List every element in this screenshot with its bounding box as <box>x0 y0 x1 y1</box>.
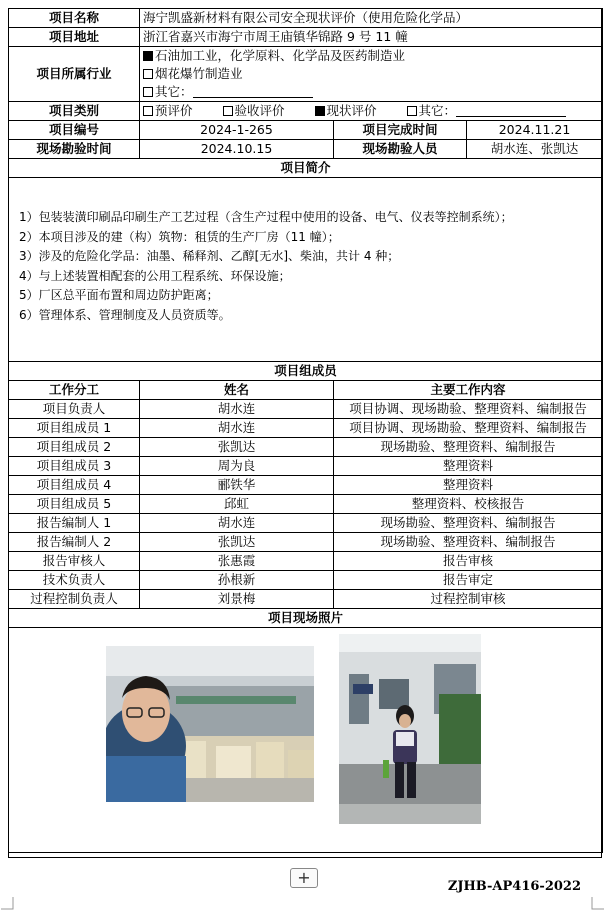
industry-option-2[interactable]: 烟花爆竹制造业 <box>143 65 599 83</box>
intro-item: 6）管理体系、管理制度及人员资质等。 <box>19 307 231 322</box>
document-code: ZJHB-AP416-2022 <box>447 879 581 894</box>
project-address-label: 项目地址 <box>9 28 140 47</box>
category-option-2[interactable]: 验收评价 <box>223 103 285 118</box>
survey-people-value: 胡水连、张凯达 <box>467 140 603 159</box>
survey-time-value: 2024.10.15 <box>140 140 334 159</box>
member-name: 邱虹 <box>140 495 334 514</box>
checkbox-icon <box>143 106 153 116</box>
complete-time-value: 2024.11.21 <box>467 121 603 140</box>
survey-time-label: 现场勘验时间 <box>9 140 140 159</box>
member-name: 张凯达 <box>140 533 334 552</box>
member-role: 项目组成员 1 <box>9 419 140 438</box>
corner-mark-icon <box>0 896 14 910</box>
intro-item: 5）厂区总平面布置和周边防护距离； <box>19 288 219 302</box>
add-row-button[interactable]: + <box>290 868 318 888</box>
industry-option-1[interactable]: 石油加工业，化学原料、化学品及医药制造业 <box>143 47 599 65</box>
category-option-1[interactable]: 预评价 <box>143 103 193 118</box>
corner-mark-icon <box>591 896 605 910</box>
category-option-4[interactable]: 其它： <box>407 103 567 118</box>
intro-item: 2）本项目涉及的建（构）筑物：租赁的生产厂房（11 幢）； <box>19 229 340 244</box>
complete-time-label: 项目完成时间 <box>334 121 467 140</box>
photos-title: 项目现场照片 <box>9 609 603 628</box>
intro-item: 4）与上述装置相配套的公用工程系统、环保设施； <box>19 268 291 283</box>
intro-content <box>9 178 603 362</box>
member-work: 报告审核 <box>334 552 603 571</box>
member-work: 整理资料 <box>334 457 603 476</box>
site-photo-1-image <box>106 646 314 802</box>
member-work: 过程控制审核 <box>334 590 603 609</box>
member-role: 技术负责人 <box>9 571 140 590</box>
intro-title: 项目简介 <box>9 159 603 178</box>
project-name-value: 海宁凯盛新材料有限公司安全现状评价（使用危险化学品） <box>140 9 603 28</box>
member-row <box>9 476 603 495</box>
member-work: 报告审定 <box>334 571 603 590</box>
member-work: 现场勘验、整理资料、编制报告 <box>334 533 603 552</box>
site-photo-person-building <box>339 634 481 824</box>
member-role: 报告编制人 1 <box>9 514 140 533</box>
member-role: 项目负责人 <box>9 400 140 419</box>
checkbox-icon <box>223 106 233 116</box>
members-list <box>9 400 603 609</box>
member-role: 项目组成员 5 <box>9 495 140 514</box>
member-row <box>9 514 603 533</box>
members-header-role: 工作分工 <box>9 381 140 400</box>
project-info-table <box>8 8 603 853</box>
member-row <box>9 590 603 609</box>
industry-option-3[interactable]: 其它： <box>143 83 599 101</box>
project-number-value: 2024-1-265 <box>140 121 334 140</box>
member-work: 项目协调、现场勘验、整理资料、编制报告 <box>334 419 603 438</box>
member-name: 胡水连 <box>140 419 334 438</box>
members-header-work: 主要工作内容 <box>334 381 603 400</box>
project-category-label: 项目类别 <box>9 102 140 121</box>
checkbox-icon <box>407 106 417 116</box>
member-work: 现场勘验、整理资料、编制报告 <box>334 514 603 533</box>
member-name: 胡水连 <box>140 400 334 419</box>
project-number-label: 项目编号 <box>9 121 140 140</box>
members-header-name: 姓名 <box>140 381 334 400</box>
member-name: 孙根新 <box>140 571 334 590</box>
member-row <box>9 552 603 571</box>
site-photo-person-warehouse <box>106 646 314 802</box>
checkbox-icon <box>143 87 153 97</box>
project-name-label: 项目名称 <box>9 9 140 28</box>
survey-people-label: 现场勘验人员 <box>334 140 467 159</box>
category-option-3[interactable]: 现状评价 <box>315 103 377 118</box>
member-row <box>9 438 603 457</box>
member-work: 项目协调、现场勘验、整理资料、编制报告 <box>334 400 603 419</box>
member-work: 整理资料 <box>334 476 603 495</box>
member-role: 报告编制人 2 <box>9 533 140 552</box>
other-blank-line <box>193 85 313 98</box>
project-category-options <box>140 102 603 121</box>
intro-item: 1）包装装潢印刷品印刷生产工艺过程（含生产过程中使用的设备、电气、仪表等控制系统）； <box>19 210 513 224</box>
member-row <box>9 495 603 514</box>
member-name: 郦铁华 <box>140 476 334 495</box>
site-photo-2-image <box>339 634 481 824</box>
member-role: 报告审核人 <box>9 552 140 571</box>
member-role: 过程控制负责人 <box>9 590 140 609</box>
member-row <box>9 419 603 438</box>
member-name: 周为良 <box>140 457 334 476</box>
project-address-value: 浙江省嘉兴市海宁市周王庙镇华锦路 9 号 11 幢 <box>140 28 603 47</box>
member-role: 项目组成员 4 <box>9 476 140 495</box>
member-row <box>9 571 603 590</box>
project-industry-label: 项目所属行业 <box>9 47 140 102</box>
members-title: 项目组成员 <box>9 362 603 381</box>
member-role: 项目组成员 3 <box>9 457 140 476</box>
member-row <box>9 533 603 552</box>
project-industry-options <box>140 47 603 102</box>
photos-area <box>9 628 602 852</box>
photos-cell <box>9 628 603 853</box>
member-row <box>9 457 603 476</box>
member-row <box>9 400 603 419</box>
member-work: 现场勘验、整理资料、编制报告 <box>334 438 603 457</box>
member-role: 项目组成员 2 <box>9 438 140 457</box>
checkbox-checked-icon <box>315 106 325 116</box>
member-work: 整理资料、校核报告 <box>334 495 603 514</box>
checkbox-checked-icon <box>143 51 153 61</box>
member-name: 刘景梅 <box>140 590 334 609</box>
intro-item: 3）涉及的危险化学品：油墨、稀释剂、乙醇[无水]、柴油，共计 4 种； <box>19 249 400 263</box>
checkbox-icon <box>143 69 153 79</box>
member-name: 张凯达 <box>140 438 334 457</box>
other-blank-line <box>456 104 566 117</box>
member-name: 胡水连 <box>140 514 334 533</box>
member-name: 张惠霞 <box>140 552 334 571</box>
